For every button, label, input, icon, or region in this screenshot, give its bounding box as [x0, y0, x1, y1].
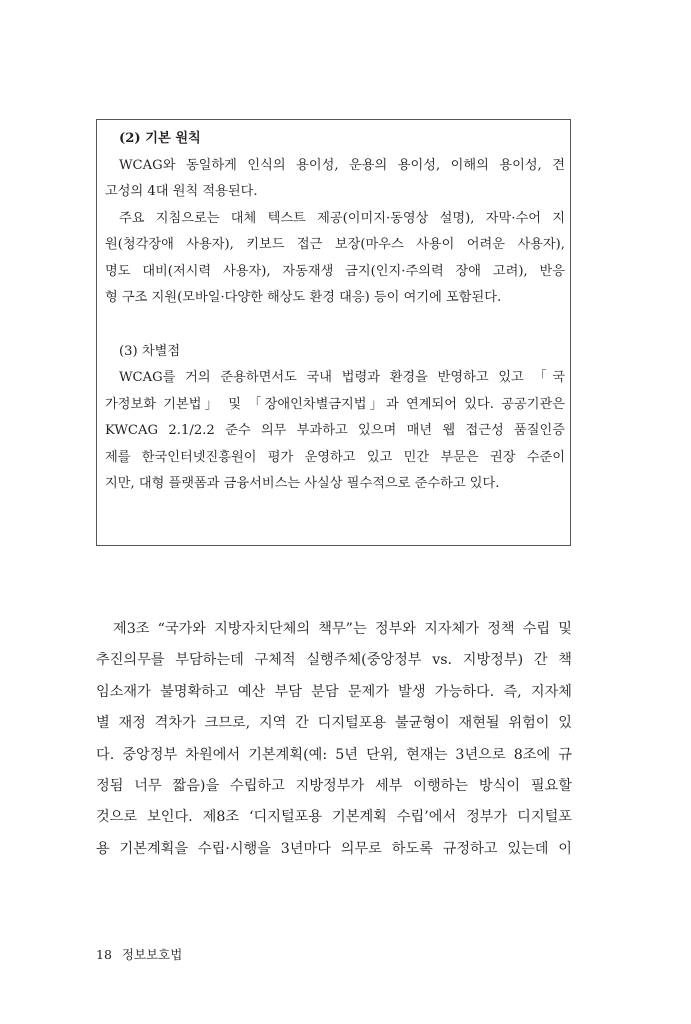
- section-heading-basic-principles: (2) 기본 원칙: [119, 131, 201, 146]
- page-number: 18: [96, 947, 112, 962]
- paragraph-line: WCAG와 동일하게 인식의 용이성, 운용의 용이성, 이해의 용이성, 견: [119, 157, 565, 173]
- body-paragraph: [96, 614, 572, 865]
- summary-box-content: [105, 126, 565, 498]
- paragraph-line: WCAG를 거의 준용하면서도 국내 법령과 환경을 반영하고 있고 「국: [119, 370, 565, 385]
- paragraph-line: 고성의 4대 원칙 적용된다.: [105, 184, 258, 199]
- paragraph-line: 임소재가 불명확하고 예산 부담 분담 문제가 발생 가능하다. 즉, 지자체: [96, 683, 572, 700]
- paragraph-line: 제3조 “국가와 지방자치단체의 책무”는 정부와 지자체가 정책 수립 및: [113, 621, 572, 637]
- paragraph-line: 주요 지침으로는 대체 텍스트 제공(이미지·동영상 설명), 자막·수어 지: [119, 210, 565, 226]
- section-heading-differences: (3) 차별점: [119, 343, 181, 359]
- paragraph-line: 다. 중앙정부 차원에서 기본계획(예: 5년 단위, 현재는 3년으로 8조에 규: [96, 746, 572, 763]
- paragraph-line: 원(청각장애 사용자), 키보드 접근 보장(마우스 사용이 어려운 사용자),: [105, 237, 565, 252]
- paragraph-line: 것으로 보인다. 제8조 ‘디지털포용 기본계획 수립’에서 정부가 디지털포: [96, 809, 572, 826]
- paragraph-line: 정됨 너무 짧음)을 수립하고 지방정부가 세부 이행하는 방식이 필요할: [96, 778, 572, 795]
- paragraph-line: 형 구조 지원(모바일·다양한 해상도 환경 대응) 등이 여기에 포함된다.: [105, 290, 502, 305]
- section-spacer: [105, 312, 565, 339]
- summary-box: [96, 119, 571, 546]
- paragraph-line: 가정보화 기본법」 및 「장애인차별금지법」과 연계되어 있다. 공공기관은: [105, 396, 565, 412]
- paragraph-line: 지만, 대형 플랫폼과 금융서비스는 사실상 필수적으로 준수하고 있다.: [105, 476, 500, 491]
- paragraph-line: 제를 한국인터넷진흥원이 평가 운영하고 있고 민간 부문은 권장 수준이: [105, 449, 565, 465]
- paragraph-line: 용 기본계획을 수립·시행을 3년마다 의무로 하도록 규정하고 있는데 이: [96, 840, 572, 857]
- page-footer: [96, 947, 182, 963]
- paragraph-line: 별 재정 격차가 크므로, 지역 간 디지털포용 불균형이 재현될 위험이 있: [96, 715, 572, 732]
- paragraph-line: KWCAG 2.1/2.2 준수 의무 부과하고 있으며 매년 웹 접근성 품질인증: [105, 423, 565, 438]
- running-title: 정보보호법: [121, 947, 183, 962]
- paragraph-line: 추진의무를 부담하는데 구체적 실행주체(중앙정부 vs. 지방정부) 간 책: [96, 652, 572, 669]
- paragraph-line: 명도 대비(저시력 사용자), 자동재생 금지(인지·주의력 장애 고려), 반응: [105, 263, 565, 279]
